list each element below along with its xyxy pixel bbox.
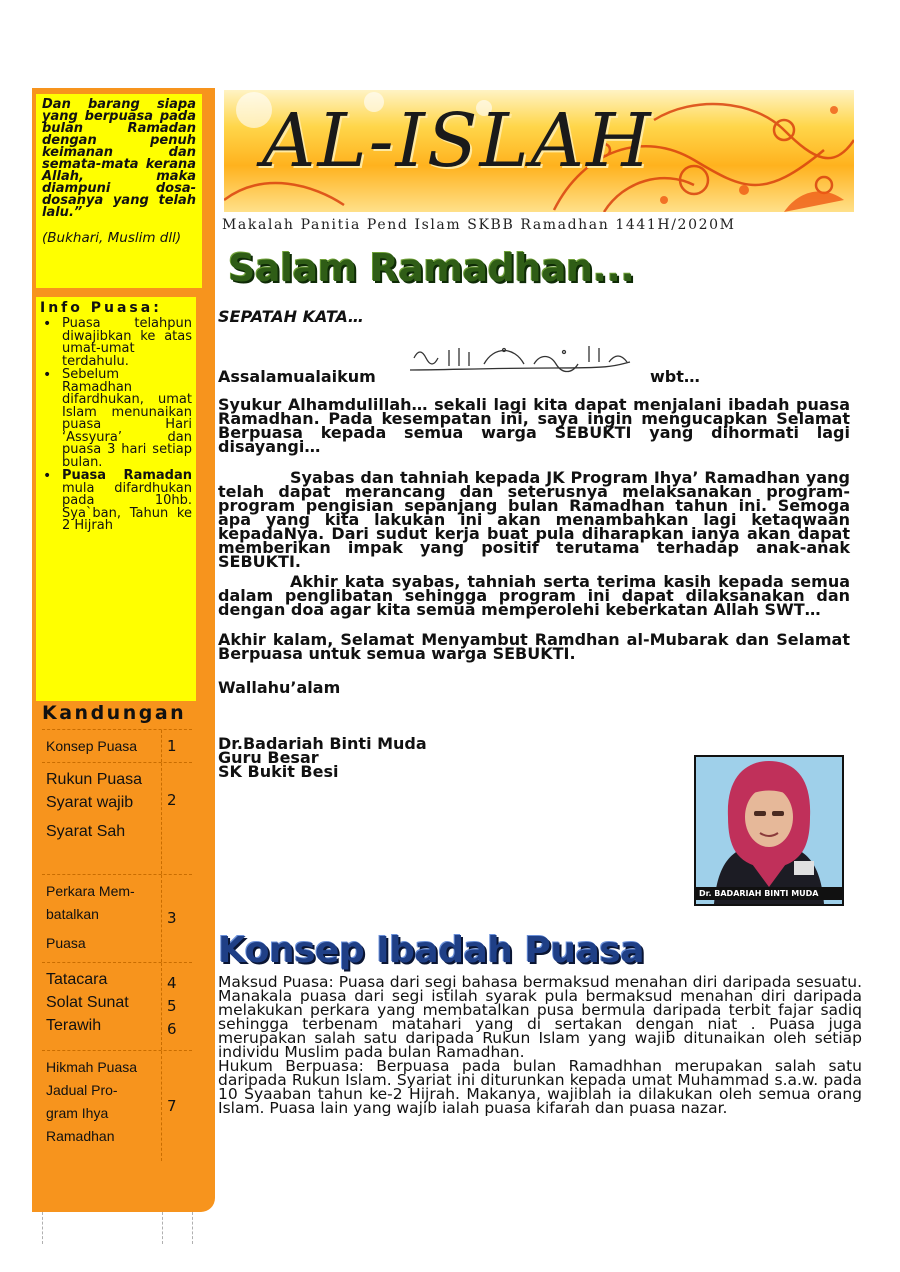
toc-line: Rukun Puasa <box>46 771 143 788</box>
hadith-box <box>36 94 202 288</box>
greeting-paragraph: Syabas dan tahniah kepada JK Program Ihya’ Ramadhan yang telah dapat merancang dan seterusnya melaksanakan program-program pengisian sepanjang bulan Ramadhan tahun ini. Semoga apa yang kita lakukan ini akan menambahkan lagi ketaqwaan kepadaNya. Dari sudut kerja buat pula diharapkan ianya akan dapat memberikan impak yang positif terutama terhadap anak-anak SEBUKTI. <box>218 468 850 571</box>
hadith-text: Dan barang siapa yang berpuasa pada bulan Ramadan dengan penuh keimanan dan semata-mata kerana Allah, maka diampuni dosa-dosanya yang telah lalu.” <box>42 97 196 220</box>
toc-line: Jadual Pro- <box>46 1082 118 1098</box>
info-list <box>40 318 192 533</box>
assalam-greeting: Assalamualaikum <box>218 367 376 386</box>
toc-line: Hikmah Puasa <box>46 1059 138 1075</box>
toc-line: Perkara Mem- <box>46 883 135 899</box>
konsep-paragraph: Hukum Berpuasa: Berpuasa pada bulan Ramadhhan merupakan salah satu daripada Rukun Islam. Syariat ini diturunkan kepada umat Muhammad s.a.w. pada 10 Syaaban tahun ke-2 Hijrah. Makanya, wajiblah ia dilakukan oleh semua orang Islam. Puasa lain yang wajib ialah puasa kifarah dan puasa nazar. <box>218 1057 862 1117</box>
toc-line: Solat Sunat <box>46 994 129 1011</box>
toc-row <box>42 875 192 963</box>
greeting-paragraph: Akhir kata syabas, tahniah serta terima kasih kepada semua dalam penglibatan sehingga program ini dapat dilaksanakan dan dengan doa agar kita semua memperolehi keberkatan Allah SWT… <box>218 572 850 619</box>
divider <box>192 1212 193 1244</box>
info-item-bold: Puasa Ramadan <box>62 468 192 483</box>
toc-page-number: 3 <box>167 909 177 927</box>
greeting-paragraph: Akhir kalam, Selamat Menyambut Ramdhan al-Mubarak dan Selamat Berpuasa untuk semua warga SEBUKTI. <box>218 630 850 663</box>
toc-line: gram Ihya <box>46 1105 109 1121</box>
wbt-greeting: wbt… <box>650 367 700 386</box>
masthead-subtitle: Makalah Panitia Pend Islam SKBB Ramadhan 1441H/2020M <box>222 217 736 233</box>
toc-line: Terawih <box>46 1017 102 1034</box>
toc-title <box>42 963 162 1050</box>
toc-line: Tatacara <box>46 971 108 988</box>
toc-line: Syarat Sah <box>46 823 126 840</box>
info-item <box>40 369 192 469</box>
toc-page <box>162 763 192 874</box>
toc-page-number: 5 <box>167 997 177 1015</box>
hadith-source: (Bukhari, Muslim dll) <box>42 230 182 246</box>
toc-page <box>162 963 192 1050</box>
toc-title <box>42 1051 162 1161</box>
info-item-text: Puasa telahpun diwajibkan ke atas umat-umat terdahulu. <box>62 316 192 369</box>
toc-line: batalkan <box>46 906 99 922</box>
signature-role: Guru Besar <box>218 748 319 767</box>
toc-row <box>42 963 192 1051</box>
toc-page-number: 6 <box>167 1020 177 1038</box>
bismillah-calligraphy-icon <box>404 340 636 376</box>
masthead-banner <box>224 90 854 212</box>
kandungan-title: Kandungan <box>42 702 187 724</box>
signature-school: SK Bukit Besi <box>218 762 339 781</box>
info-item <box>40 470 192 533</box>
info-item <box>40 318 192 368</box>
photo-caption: Dr. BADARIAH BINTI MUDA <box>696 887 842 900</box>
info-item-text: mula difardhukan pada 10hb. Sya`ban, Tahun ke 2 Hijrah <box>62 480 192 533</box>
signature-block <box>218 734 427 781</box>
toc-row <box>42 729 192 763</box>
info-title: Info Puasa: <box>40 300 162 316</box>
toc-page <box>162 730 192 762</box>
greeting-paragraph: Syukur Alhamdulillah… sekali lagi kita dapat menjalani ibadah puasa Ramadhan. Pada kesempatan ini, saya ingin mengucapkan Selamat Berpuasa kepada semua warga SEBUKTI yang dihormati lagi disayangi… <box>218 395 850 456</box>
konsep-headline: Konsep Ibadah Puasa <box>218 930 644 971</box>
masthead-title: AL-ISLAH <box>262 98 653 184</box>
divider <box>42 1212 43 1244</box>
portrait-image <box>696 757 842 904</box>
salam-headline: Salam Ramadhan... <box>228 246 635 290</box>
divider <box>162 1212 163 1244</box>
headmistress-photo <box>694 755 844 906</box>
toc-page-number: 7 <box>167 1096 177 1115</box>
toc-line: Konsep Puasa <box>46 738 138 754</box>
toc-row <box>42 1051 192 1161</box>
toc-line: Puasa <box>46 935 86 951</box>
toc-title <box>42 730 162 762</box>
toc-line: Syarat wajib <box>46 794 134 811</box>
toc-title <box>42 875 162 962</box>
info-item-text: Sebelum Ramadhan difardhukan, umat Islam menunaikan puasa Hari ‘Assyura’ dan puasa 3 hari setiap bulan. <box>62 367 192 470</box>
toc-page-number: 1 <box>167 736 177 755</box>
info-puasa-box <box>36 297 196 701</box>
table-of-contents <box>42 729 192 1161</box>
signature-name: Dr.Badariah Binti Muda <box>218 734 427 753</box>
toc-line: Ramadhan <box>46 1128 115 1144</box>
toc-page <box>162 1051 192 1161</box>
konsep-body <box>218 975 862 1115</box>
toc-title <box>42 763 162 874</box>
toc-page-number: 2 <box>167 791 177 809</box>
toc-page-number: 4 <box>167 974 177 992</box>
closing-text: Wallahu’alam <box>218 678 341 697</box>
toc-page <box>162 875 192 962</box>
konsep-paragraph: Maksud Puasa: Puasa dari segi bahasa bermaksud menahan diri daripada sesuatu. Manakala puasa dari segi istilah syarak pula bermaksud menahan diri daripada melakukan perkara yang membatalkan pusa bermula daripada terbit fajar sadiq sehingga terbenam matahari yang di sertakan dengan niat . Puasa juga merupakan salah satu daripada Rukun Islam yang wajib ditunaikan oleh setiap individu Muslim pada bulan Ramadhan. <box>218 973 862 1061</box>
toc-row <box>42 763 192 875</box>
sepatah-kata-heading: SEPATAH KATA… <box>218 307 364 326</box>
